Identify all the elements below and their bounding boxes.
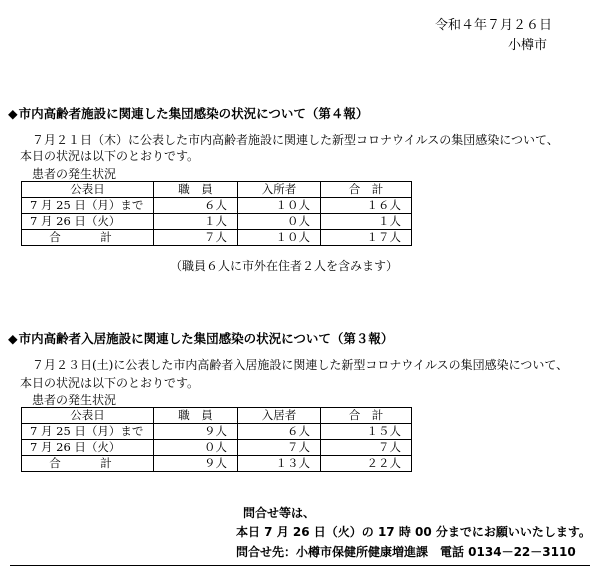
- table-row: [22, 214, 412, 230]
- table-total-row: [22, 230, 412, 246]
- row-date: 7 月 25 日（月）まで: [22, 198, 154, 214]
- column-header-date: 公表日: [22, 408, 154, 424]
- section-1-case-table: [21, 181, 412, 246]
- bottom-divider: [10, 565, 590, 566]
- column-header-total: 合 計: [321, 182, 412, 198]
- row-staff: ０人: [154, 440, 238, 456]
- document-date: 令和４年７月２６日: [434, 18, 552, 33]
- column-header-residents: 入居者: [238, 408, 321, 424]
- row-residents: ７人: [238, 440, 321, 456]
- section-2-table-caption: 患者の発生状況: [32, 393, 117, 407]
- table-row: [22, 424, 412, 440]
- row-date: 7 月 25 日（月）まで: [22, 424, 154, 440]
- row-total: １５人: [321, 424, 412, 440]
- total-overall: １７人: [321, 230, 412, 246]
- column-header-residents: 入所者: [238, 182, 321, 198]
- section-2-intro-line-2: 本日の状況は以下のとおりです。: [20, 376, 200, 390]
- issuing-organization: 小樽市: [507, 38, 547, 53]
- table-header-row: [22, 408, 412, 424]
- total-staff: ７人: [154, 230, 238, 246]
- section-2-title: [8, 329, 393, 347]
- section-1-title-text: 市内高齢者施設に関連した集団感染の状況について（第４報）: [18, 106, 369, 121]
- row-staff: １人: [154, 214, 238, 230]
- section-2-intro-line-1: ７月２３日(土)に公表した市内高齢者入居施設に関連した新型コロナウイルスの集団感染について、: [32, 358, 569, 372]
- row-total: １６人: [321, 198, 412, 214]
- total-staff: ９人: [154, 456, 238, 472]
- table-total-row: [22, 456, 412, 472]
- row-residents: ６人: [238, 424, 321, 440]
- section-1-table-caption: 患者の発生状況: [32, 167, 117, 181]
- row-date: 7 月 26 日（火）: [22, 440, 154, 456]
- section-2-case-table: [21, 407, 412, 472]
- diamond-bullet-icon: ◆: [8, 106, 18, 121]
- section-1-intro-line-1: ７月２１日（木）に公表した市内高齢者施設に関連した新型コロナウイルスの集団感染について、: [32, 133, 559, 147]
- column-header-staff: 職 員: [154, 408, 238, 424]
- table-row: [22, 198, 412, 214]
- table-header-row: [22, 182, 412, 198]
- row-total: ７人: [321, 440, 412, 456]
- row-staff: ９人: [154, 424, 238, 440]
- row-total: １人: [321, 214, 412, 230]
- section-1-title: [8, 104, 368, 122]
- total-overall: ２２人: [321, 456, 412, 472]
- row-residents: １０人: [238, 198, 321, 214]
- total-label: 合 計: [22, 230, 154, 246]
- contact-info: 問合せ先：小樽市保健所健康増進課 電話 0134－22－3110: [236, 545, 576, 559]
- total-residents: １３人: [238, 456, 321, 472]
- row-residents: ０人: [238, 214, 321, 230]
- contact-intro: 問合せ等は、: [243, 506, 316, 520]
- column-header-date: 公表日: [22, 182, 154, 198]
- contact-deadline: 本日 7 月 26 日（火）の 17 時 00 分までにお願いいたします。: [236, 525, 591, 539]
- row-staff: ６人: [154, 198, 238, 214]
- section-2-title-text: 市内高齢者入居施設に関連した集団感染の状況について（第３報）: [18, 331, 394, 346]
- column-header-staff: 職 員: [154, 182, 238, 198]
- column-header-total: 合 計: [321, 408, 412, 424]
- total-residents: １０人: [238, 230, 321, 246]
- total-label: 合 計: [22, 456, 154, 472]
- section-1-intro-line-2: 本日の状況は以下のとおりです。: [20, 149, 200, 163]
- section-1-table-note: （職員６人に市外在住者２人を含みます）: [170, 259, 399, 273]
- table-row: [22, 440, 412, 456]
- diamond-bullet-icon: ◆: [8, 331, 18, 346]
- row-date: 7 月 26 日（火）: [22, 214, 154, 230]
